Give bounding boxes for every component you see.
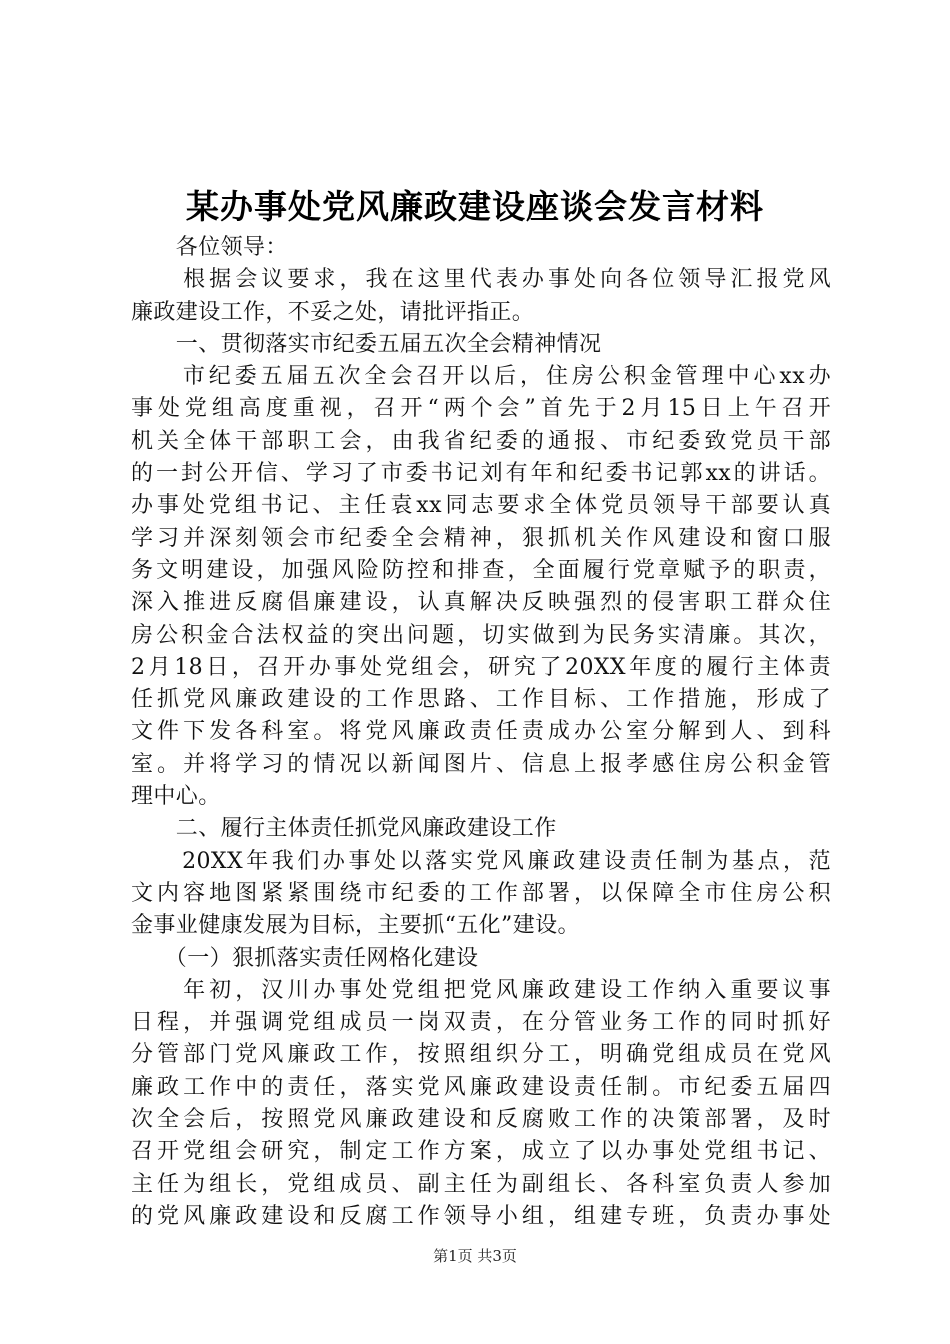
paragraph-line: 学习并深刻领会市纪委全会精神，狠抓机关作风建设和窗口服 bbox=[131, 525, 831, 551]
paragraph-line: 根据会议要求，我在这里代表办事处向各位领导汇报党风 bbox=[131, 267, 831, 293]
section-heading: 二、履行主体责任抓党风廉政建设工作 bbox=[131, 816, 557, 842]
document-body bbox=[131, 232, 831, 1233]
paragraph-line: 的一封公开信、学习了市委书记刘有年和纪委书记郭xx的讲话。 bbox=[131, 461, 831, 487]
subsection-heading: （一）狠抓落实责任网格化建设 bbox=[131, 945, 479, 971]
paragraph-line: 事处党组高度重视，召开“两个会”首先于2月15日上午召开 bbox=[131, 396, 831, 422]
paragraph-line: 廉政建设工作，不妥之处，请批评指正。 bbox=[131, 299, 535, 325]
paragraph-line: 次全会后，按照党风廉政建设和反腐败工作的决策部署，及时 bbox=[131, 1107, 831, 1133]
paragraph-line: 文件下发各科室。将党风廉政责任责成办公室分解到人、到科 bbox=[131, 719, 831, 745]
section-heading: 一、贯彻落实市纪委五届五次全会精神情况 bbox=[131, 331, 602, 357]
paragraph-line: 房公积金合法权益的突出问题，切实做到为民务实清廉。其次， bbox=[131, 622, 831, 648]
paragraph-line: 深入推进反腐倡廉建设，认真解决反映强烈的侵害职工群众住 bbox=[131, 590, 831, 616]
paragraph-line: 任抓党风廉政建设的工作思路、工作目标、工作措施，形成了 bbox=[131, 687, 831, 713]
paragraph-line: 日程，并强调党组成员一岗双责，在分管业务工作的同时抓好 bbox=[131, 1010, 831, 1036]
paragraph-line: 理中心。 bbox=[131, 784, 221, 810]
page-number-footer: 第1页 共3页 bbox=[433, 1247, 517, 1265]
paragraph-line: 年初，汉川办事处党组把党风廉政建设工作纳入重要议事 bbox=[131, 977, 831, 1003]
paragraph-line: 分管部门党风廉政工作，按照组织分工，明确党组成员在党风 bbox=[131, 1042, 831, 1068]
paragraph-line: 室。并将学习的情况以新闻图片、信息上报孝感住房公积金管 bbox=[131, 751, 831, 777]
paragraph-line: 务文明建设，加强风险防控和排查，全面履行党章赋予的职责， bbox=[131, 557, 831, 583]
paragraph-line: 2月18日，召开办事处党组会，研究了20XX年度的履行主体责 bbox=[131, 654, 831, 680]
document-title: 某办事处党风廉政建设座谈会发言材料 bbox=[186, 187, 764, 226]
paragraph-line: 机关全体干部职工会，由我省纪委的通报、市纪委致党员干部 bbox=[131, 428, 831, 454]
paragraph-line: 的党风廉政建设和反腐工作领导小组，组建专班，负责办事处 bbox=[131, 1203, 831, 1229]
paragraph-line: 主任为组长，党组成员、副主任为副组长、各科室负责人参加 bbox=[131, 1171, 831, 1197]
paragraph-line: 各位领导： bbox=[131, 235, 288, 260]
paragraph-line: 文内容地图紧紧围绕市纪委的工作部署，以保障全市住房公积 bbox=[131, 880, 831, 906]
paragraph-line: 20XX年我们办事处以落实党风廉政建设责任制为基点，范 bbox=[131, 848, 831, 874]
paragraph-line: 召开党组会研究，制定工作方案，成立了以办事处党组书记、 bbox=[131, 1139, 831, 1165]
paragraph-line: 办事处党组书记、主任袁xx同志要求全体党员领导干部要认真 bbox=[131, 493, 831, 519]
paragraph-line: 金事业健康发展为目标，主要抓“五化”建设。 bbox=[131, 913, 580, 939]
paragraph-line: 市纪委五届五次全会召开以后，住房公积金管理中心xx办 bbox=[131, 364, 831, 390]
paragraph-line: 廉政工作中的责任，落实党风廉政建设责任制。市纪委五届四 bbox=[131, 1074, 831, 1100]
